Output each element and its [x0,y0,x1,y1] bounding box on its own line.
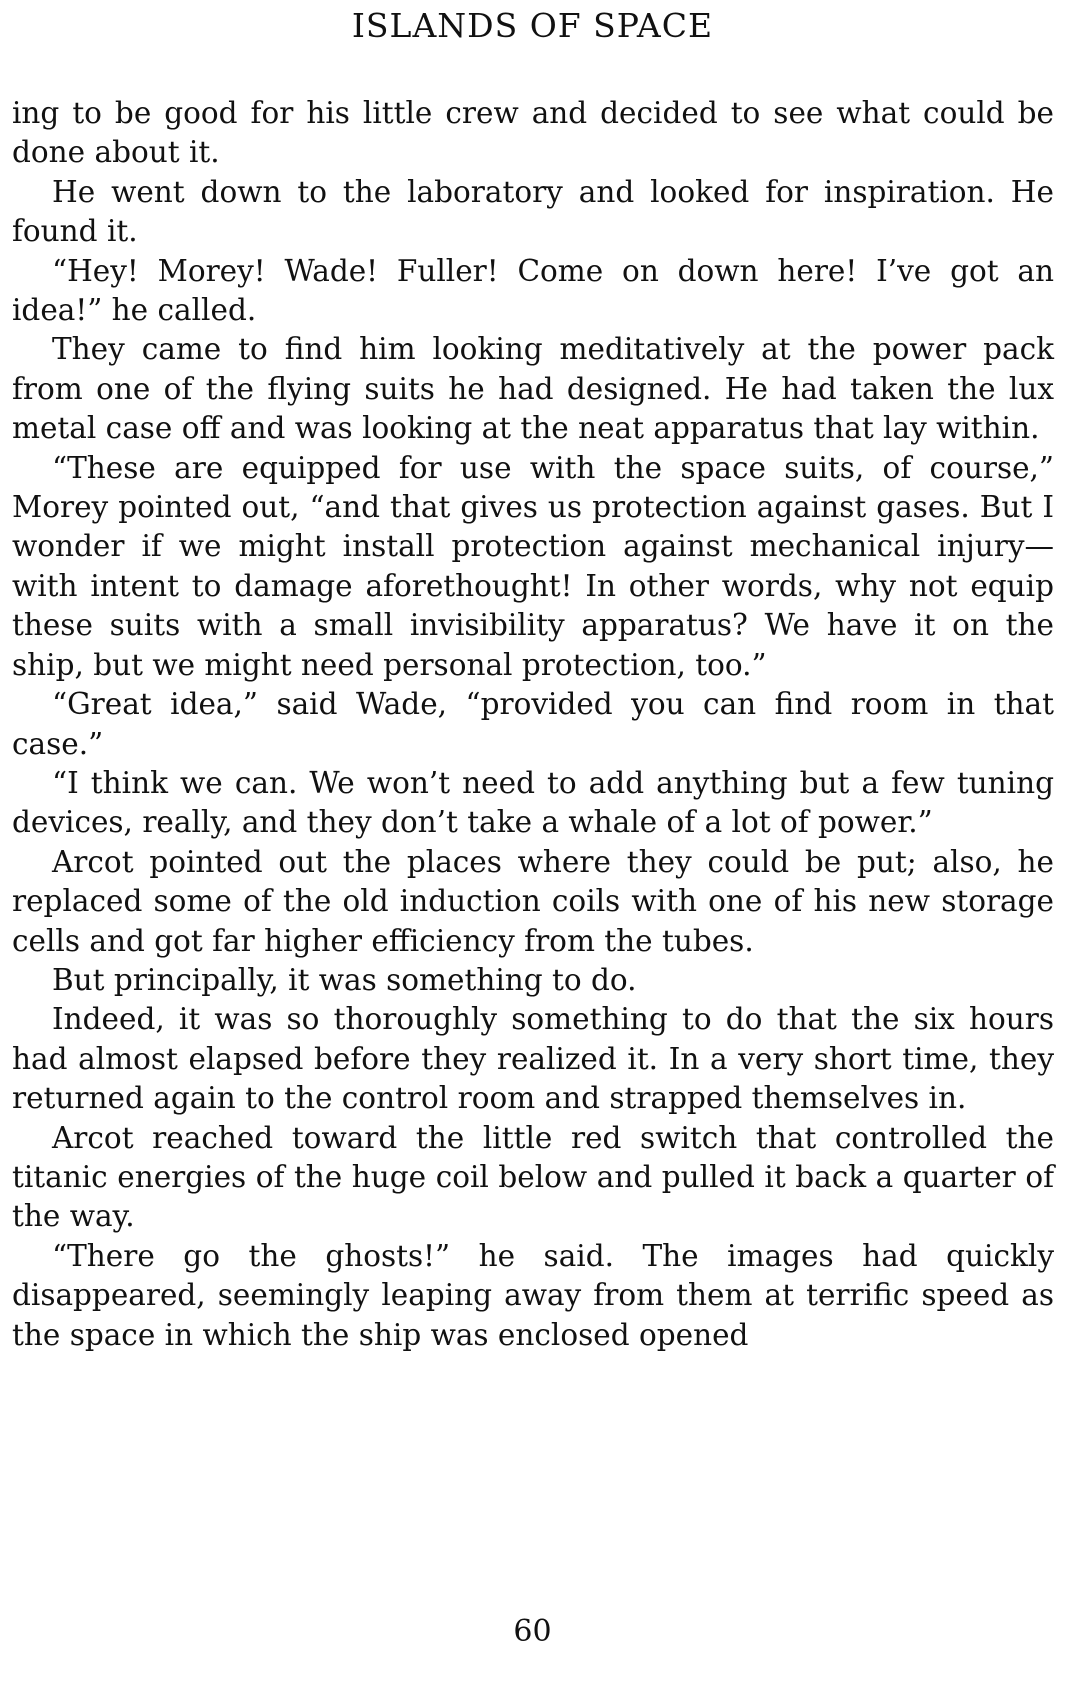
body-text [12,94,1054,1355]
running-head: ISLANDS OF SPACE [351,6,714,45]
paragraph: “Great idea,” said Wade, “provided you can find room in that case.” [12,687,1054,761]
paragraph-continued: ing to be good for his little crew and decided to see what could be done about it. [12,96,1054,170]
paragraph: “There go the ghosts!” he said. The images had quickly disappeared, seemingly leaping away from them at terrific speed as the space in which the ship was enclosed opened [12,1238,1054,1352]
paragraph: But principally, it was something to do. [52,962,637,997]
paragraph: Arcot reached toward the little red switch that controlled the titanic energies of the huge coil below and pulled it back a quarter of the way. [12,1120,1054,1234]
page-number: 60 [513,1614,552,1649]
paragraph: He went down to the laboratory and looked for inspiration. He found it. [12,174,1054,249]
paragraph: Arcot pointed out the places where they could be put; also, he replaced some of the old induction coils with one of his new storage cells and got far higher efficiency from the tubes. [12,844,1054,958]
paragraph: Indeed, it was so thoroughly something to do that the six hours had almost elapsed before they realized it. In a very short time, they returned again to the control room and strapped themselves in. [12,1002,1054,1116]
paragraph: “I think we can. We won’t need to add anything but a few tuning devices, really, and they don’t take a whale of a lot of power.” [12,765,1054,840]
paragraph: “Hey! Morey! Wade! Fuller! Come on down here! I’ve got an idea!” he called. [12,253,1054,328]
paragraph: They came to find him looking meditatively at the power pack from one of the flying suits he had designed. He had taken the lux metal case off and was looking at the neat apparatus that lay within. [12,332,1054,446]
paragraph: “These are equipped for use with the space suits, of course,” Morey pointed out, “and that gives us protection against gases. But I wonder if we might install protection against mechanical injury—with intent to damage aforethought! In other words, why not equip these suits with a small invisibility apparatus? We have it on the ship, but we might need personal protection, too.” [12,450,1054,682]
